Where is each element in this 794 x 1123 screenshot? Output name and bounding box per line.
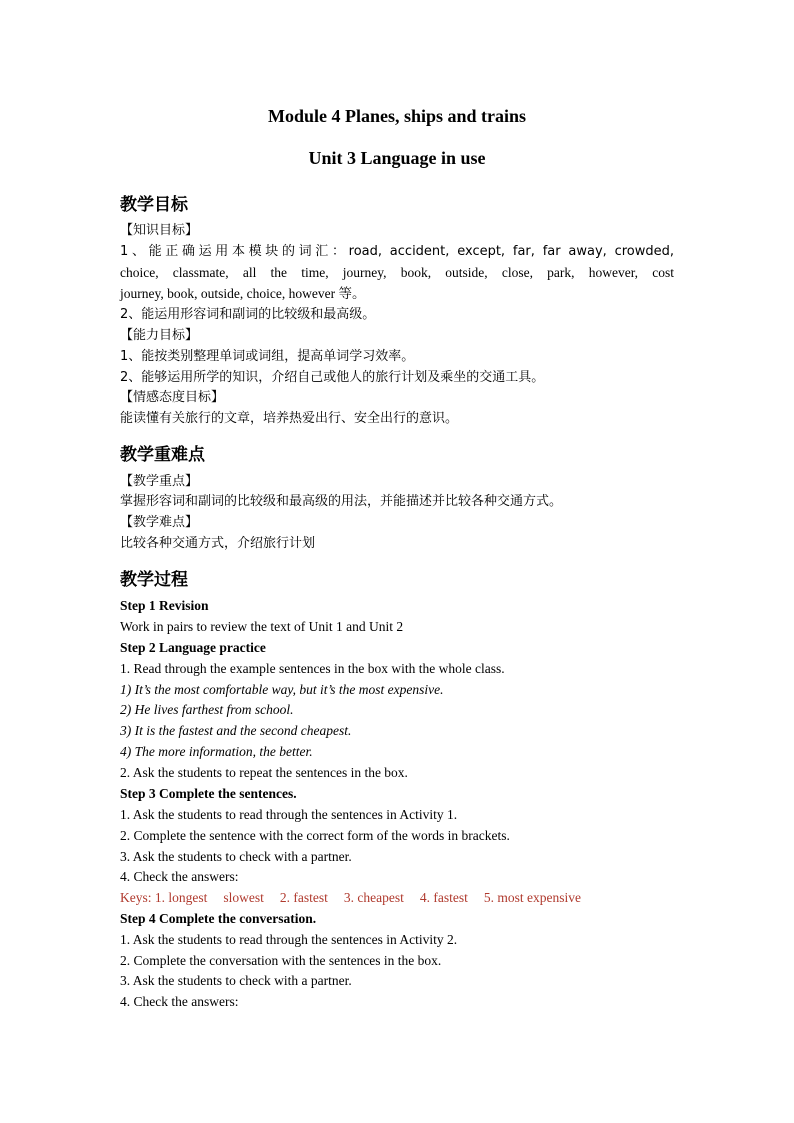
knowledge-line-1c: journey, book, outside, choice, however 等。 xyxy=(120,286,366,301)
step4-line-4: 4. Check the answers: xyxy=(120,994,239,1009)
step2-heading: Step 2 Language practice xyxy=(120,640,266,655)
emotion-line-1: 能读懂有关旅行的文章，培养热爱出行、安全出行的意识。 xyxy=(120,411,459,426)
knowledge-line-2: 2、能运用形容词和副词的比较级和最高级。 xyxy=(120,307,376,322)
step4-line-1: 1. Ask the students to read through the sentences in Activity 2. xyxy=(120,932,458,947)
example-sentence-3: 3) It is the fastest and the second cheapest. xyxy=(120,723,352,738)
answer-key: Keys: 1. longest xyxy=(120,890,208,905)
answer-key: 3. cheapest xyxy=(343,890,404,905)
answer-key: 5. most expensive xyxy=(483,890,581,905)
step3-line-1: 1. Ask the students to read through the sentences in Activity 1. xyxy=(120,807,458,822)
knowledge-line-1a: 1、能正确运用本模块的词汇：road, accident, except, far, far away, crowded, xyxy=(120,244,674,259)
answer-key: 2. fastest xyxy=(279,890,328,905)
key-heading: 教学重难点 xyxy=(120,445,205,465)
module-title: Module 4 Planes, ships and trains xyxy=(267,106,527,126)
example-sentence-2: 2) He lives farthest from school. xyxy=(120,702,294,717)
difficulty-label: 【教学难点】 xyxy=(120,515,199,530)
focus-label: 【教学重点】 xyxy=(120,474,199,489)
difficulty-text: 比较各种交通方式，介绍旅行计划 xyxy=(120,536,316,551)
step1-line-1: Work in pairs to review the text of Unit 1 and Unit 2 xyxy=(120,619,404,634)
step2-line-1: 1. Read through the example sentences in the box with the whole class. xyxy=(120,661,505,676)
ability-line-2: 2、能够运用所学的知识，介绍自己或他人的旅行计划及乘坐的交通工具。 xyxy=(120,370,545,385)
answer-key: 4. fastest xyxy=(419,890,468,905)
ability-label: 【能力目标】 xyxy=(120,328,199,343)
example-sentence-1: 1) It’s the most comfortable way, but it’s the most expensive. xyxy=(120,682,444,697)
unit-title: Unit 3 Language in use xyxy=(308,148,486,168)
knowledge-line-1b: choice, classmate, all the time, journey, book, outside, close, park, however, cost xyxy=(120,265,674,280)
focus-text: 掌握形容词和副词的比较级和最高级的用法，并能描述并比较各种交通方式。 xyxy=(120,494,563,509)
step3-line-3: 3. Ask the students to check with a partner. xyxy=(120,849,352,864)
answer-key: slowest xyxy=(223,890,264,905)
step1-heading: Step 1 Revision xyxy=(120,598,209,613)
step3-line-4: 4. Check the answers: xyxy=(120,869,239,884)
ability-line-1: 1、能按类别整理单词或词组，提高单词学习效率。 xyxy=(120,349,415,364)
step4-line-3: 3. Ask the students to check with a partner. xyxy=(120,973,352,988)
step3-heading: Step 3 Complete the sentences. xyxy=(120,786,297,801)
goals-heading: 教学目标 xyxy=(120,195,188,215)
step2-line-2: 2. Ask the students to repeat the sentences in the box. xyxy=(120,765,408,780)
step4-line-2: 2. Complete the conversation with the sentences in the box. xyxy=(120,953,442,968)
step4-heading: Step 4 Complete the conversation. xyxy=(120,911,317,926)
example-sentence-4: 4) The more information, the better. xyxy=(120,744,313,759)
answer-keys xyxy=(120,889,597,907)
emotion-label: 【情感态度目标】 xyxy=(120,390,225,405)
step3-line-2: 2. Complete the sentence with the correct form of the words in brackets. xyxy=(120,828,510,843)
knowledge-label: 【知识目标】 xyxy=(120,223,199,238)
process-heading: 教学过程 xyxy=(120,570,188,590)
